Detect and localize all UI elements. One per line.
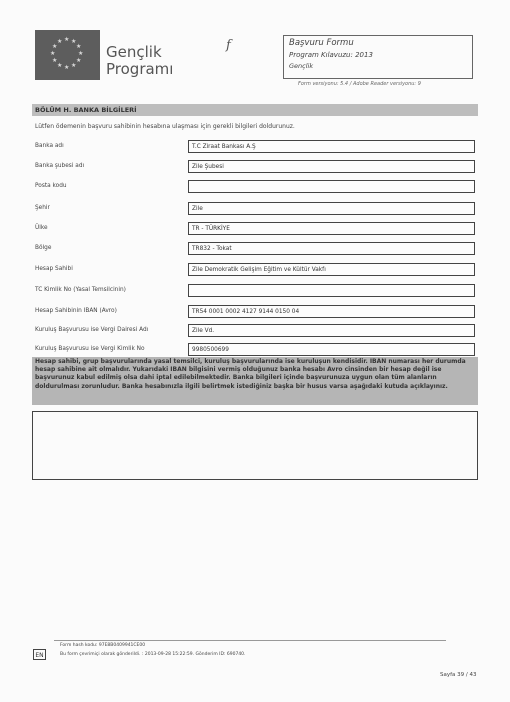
brand-line-2: Programı — [106, 60, 174, 78]
star-icon: ★ — [57, 38, 63, 45]
brand-name — [106, 44, 173, 78]
section-instruction: Lütfen ödemenin başvuru sahibinin hesabına ulaşması için gerekli bilgileri doldurunuz. — [35, 123, 295, 130]
star-icon: ★ — [57, 62, 63, 69]
label-postal-code: Posta kodu — [35, 183, 67, 189]
sent-info: Bu form çevrimiçi olarak gönderildi. : 2013-09-28 15:22:59. Gönderim ID: 690740. — [60, 652, 246, 657]
form-hash: Form hash kodu: 97E8B0409941CE00 — [60, 643, 146, 648]
account-holder-field[interactable]: Zile Demokratik Gelişim Eğitim ve Kültür Vakfı — [188, 263, 475, 276]
label-country: Ülke — [35, 225, 48, 231]
page-number: Sayfa 39 / 43 — [440, 672, 477, 678]
bank-name-field[interactable]: T.C Ziraat Bankası A.Ş — [188, 140, 475, 153]
tc-id-field[interactable] — [188, 284, 475, 297]
star-icon: ★ — [64, 36, 70, 43]
star-icon: ★ — [71, 62, 77, 69]
label-region: Bölge — [35, 245, 52, 251]
star-icon: ★ — [71, 38, 77, 45]
star-icon: ★ — [78, 50, 84, 57]
form-version: Form versiyonu: 5.4 / Adobe Reader versiyonu: 9 — [298, 81, 421, 87]
language-badge: EN — [33, 649, 46, 660]
section-title: BÖLÜM H. BANKA BİLGİLERİ — [35, 106, 137, 114]
form-title-box — [283, 35, 473, 79]
label-bank-branch: Banka şubesi adı — [35, 163, 85, 169]
note-text: Hesap sahibi, grup başvurularında yasal temsilci, kuruluş başvurularında ise kuruluşun kendisidir. IBAN numarası her durumda hesap sahibine ait olmalıdır. Yukarıdaki IBAN bilgisini vermiş olduğunuz banka hesabı Avro cinsinden bir hesap değil ise başvurunuz kabul edilmiş olsa dahi iptal edilebilmektedir. Banka bilgileri içinde başvurunuza uygun olan tüm alanların doldurulması zorunludur. Banka hesabınızla ilgili belirtmek istediğiniz başka bir husus varsa aşağıdaki kutuda açıklayınız. — [35, 358, 466, 390]
star-icon: ★ — [64, 64, 70, 71]
label-city: Şehir — [35, 205, 50, 211]
label-iban: Hesap Sahibinin IBAN (Avro) — [35, 308, 117, 314]
label-tax-id: Kuruluş Başvurusu ise Vergi Kimlik No — [35, 346, 145, 352]
city-field[interactable]: Zile — [188, 202, 475, 215]
handwritten-mark: f — [226, 38, 231, 53]
country-field[interactable]: TR - TÜRKİYE — [188, 222, 475, 235]
label-tc-id: TC Kimlik No (Yasal Temsilcinin) — [35, 287, 126, 293]
label-account-holder: Hesap Sahibi — [35, 266, 73, 272]
bank-branch-field[interactable]: Zile Şubesi — [188, 160, 475, 173]
star-icon: ★ — [50, 50, 56, 57]
brand-line-1: Gençlik — [106, 43, 162, 61]
tax-id-field[interactable]: 9980500699 — [188, 343, 475, 356]
star-icon: ★ — [52, 43, 58, 50]
form-title: Başvuru Formu — [289, 38, 354, 48]
star-icon: ★ — [76, 57, 82, 64]
explanation-textarea[interactable] — [32, 411, 478, 480]
star-icon: ★ — [76, 43, 82, 50]
label-tax-office: Kuruluş Başvurusu ise Vergi Dairesi Adı — [35, 327, 149, 333]
eu-flag-logo — [35, 30, 100, 80]
star-icon: ★ — [52, 57, 58, 64]
region-field[interactable]: TR832 - Tokat — [188, 242, 475, 255]
footer-divider — [54, 640, 446, 641]
program-guide: Program Kılavuzu: 2013 — [289, 51, 373, 59]
tax-office-field[interactable]: Zile Vd. — [188, 324, 475, 337]
postal-code-field[interactable] — [188, 180, 475, 193]
iban-field[interactable]: TR54 0001 0002 4127 9144 0150 04 — [188, 305, 475, 318]
program-name: Gençlik — [289, 62, 314, 70]
label-bank-name: Banka adı — [35, 143, 64, 149]
